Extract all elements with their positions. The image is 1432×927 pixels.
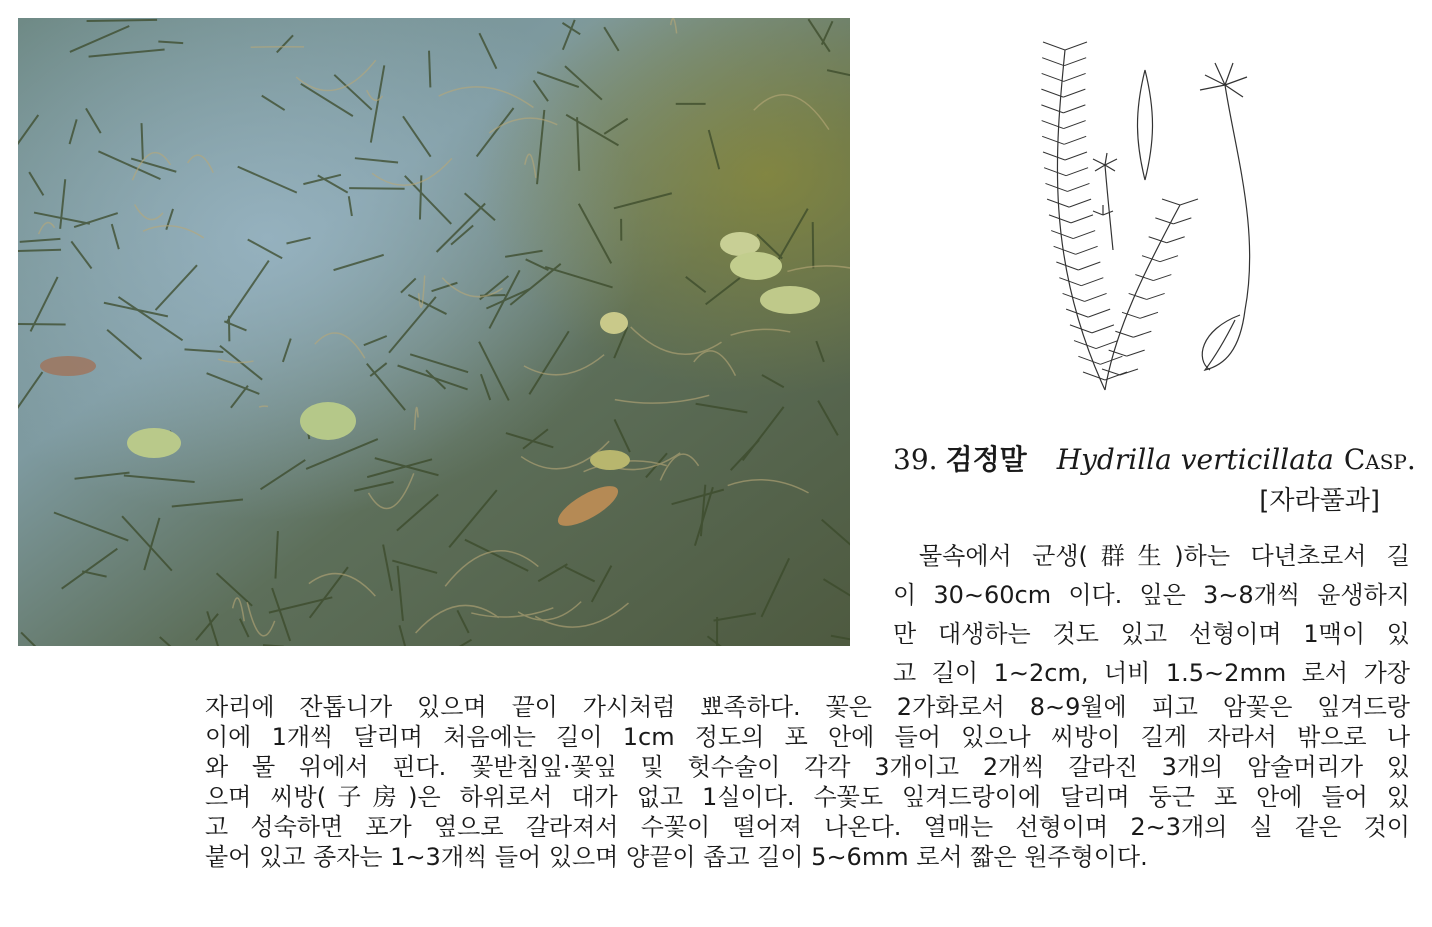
- hydrilla-pond-photo: [18, 18, 850, 646]
- family-name: [자라풀과]: [1259, 486, 1380, 516]
- description-line: 이에 1개씩 달리며 처음에는 길이 1cm 정도의 포 안에 들어 있으나 씨방이 길게 자라서 밖으로 나: [205, 723, 1410, 751]
- species-heading: [893, 438, 1416, 478]
- photo-image: [18, 18, 850, 646]
- description-line: 이 30∼60cm 이다. 잎은 3∼8개씩 윤생하지: [893, 581, 1410, 609]
- description-full-width: [205, 692, 1410, 872]
- scientific-name: Hydrilla verticillata: [1056, 443, 1334, 476]
- description-line: 고 길이 1∼2cm, 너비 1.5∼2mm 로서 가장: [893, 659, 1410, 687]
- hydrilla-botanical-drawing: [995, 30, 1295, 410]
- line-drawing: [995, 30, 1295, 410]
- description-line: 고 성숙하면 포가 옆으로 갈라져서 수꽃이 떨어져 나온다. 열매는 선형이며 2∼3개의 실 같은 것이: [205, 813, 1410, 841]
- korean-name: 검정말: [945, 443, 1027, 476]
- description-line: 붙어 있고 종자는 1∼3개씩 들어 있으며 양끝이 좁고 길이 5∼6mm 로서 짧은 원주형이다.: [205, 843, 1148, 871]
- author-abbrev: Casp.: [1343, 443, 1416, 476]
- description-line: 와 물 위에서 핀다. 꽃받침잎·꽃잎 및 헛수술이 각각 3개이고 2개씩 갈라진 3개의 암술머리가 있: [205, 753, 1410, 781]
- entry-number: 39.: [893, 443, 938, 476]
- description-line: 만 대생하는 것도 있고 선형이며 1맥이 있: [893, 620, 1410, 648]
- description-line: 자리에 잔톱니가 있으며 끝이 가시처럼 뾰족하다. 꽃은 2가화로서 8∼9월에 피고 암꽃은 잎겨드랑: [205, 693, 1410, 721]
- description-right-column: [893, 537, 1410, 693]
- description-line: 물속에서 군생(群生)하는 다년초로서 길: [919, 542, 1410, 570]
- description-line: 으며 씨방(子房)은 하위로서 대가 없고 1실이다. 수꽃도 잎겨드랑이에 달리며 둥근 포 안에 들어 있: [205, 783, 1410, 811]
